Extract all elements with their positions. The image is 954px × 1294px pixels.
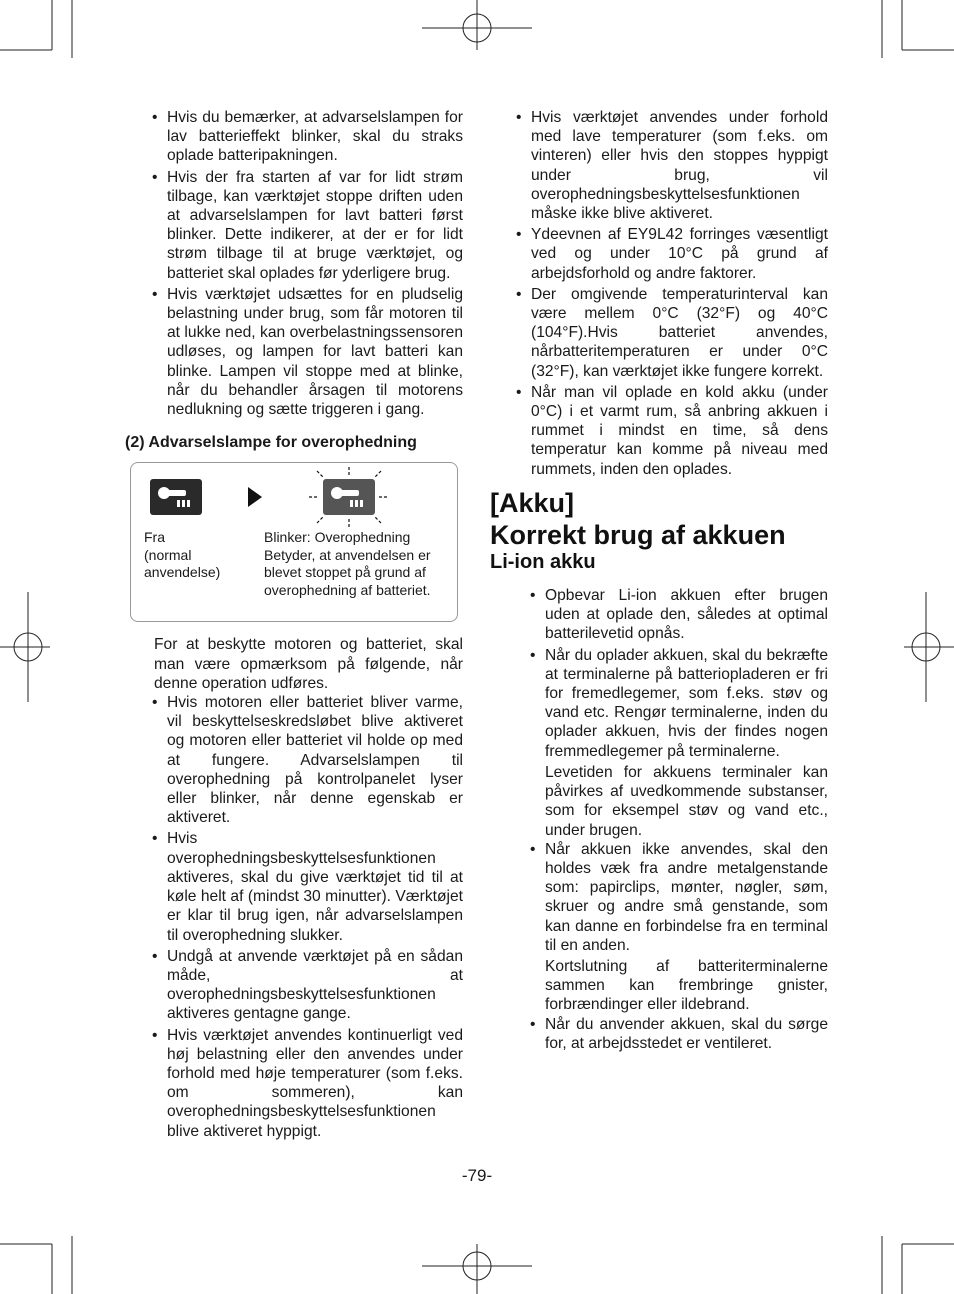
- list-item: • Hvis du bemærker, at advarselslampen for lav batterieffekt blinker, skal du straks oplade batteripakningen.: [152, 109, 463, 165]
- list-item: • Når man vil oplade en kold akku (under 0°C) i et varmt rum, så anbring akkuen i rummet i mindst en time, så dens temperatur kan komme på niveau med rummets, inden den oplades.: [516, 383, 828, 478]
- list-item: • Undgå at anvende værktøjet på en sådan måde, at overophedningsbeskyttelsesfunktionen aktiveres gentagne gange.: [152, 947, 463, 1023]
- akku-list: [528, 586, 828, 1053]
- thermometer-battery-blinking-icon: [309, 467, 389, 527]
- section-subtitle: Li-ion akku: [490, 550, 596, 573]
- list-item: • Hvis værktøjet anvendes kontinuerligt ved høj belastning eller den anvendes under forhold med høje temperaturer (som f.eks. om sommeren), kan overophedningsbeskyttelsesfunktionen blive aktiveret hyppigt.: [152, 1026, 463, 1140]
- list-item-continuation: Levetiden for akkuens terminaler kan påvirkes af uvedkommende substanser, som for eksempel støv og vand etc., under brugen.: [545, 763, 828, 839]
- arrow-right-icon: [248, 487, 262, 507]
- list-item: • Der omgivende temperaturinterval kan være mellem 0°C (32°F) og 40°C (104°F).Hvis batteriet anvendes, nårbatteritemperaturen er under 0°C (32°F), kan værktøjet ikke fungere korrekt.: [516, 285, 828, 380]
- list-item: • Hvis overophedningsbeskyttelsesfunktionen aktiveres, skal du give værktøjet tid til at køle helt af (mindst 30 minutter). Værktøjet er klar til brug igen, når advarselslampen til overophedning slukker.: [152, 830, 463, 944]
- section-heading: (2) Advarselslampe for overophedning: [125, 434, 417, 452]
- left-column: [125, 108, 463, 1141]
- section-title-line1: [Akku]: [490, 487, 575, 518]
- list-item: • Hvis værktøjet anvendes under forhold med lave temperaturer (som f.eks. om vinteren) eller hvis den stoppes hyppigt under brug, vil overophedningsbeskyttelsesfunktionen måske ikke blive aktiveret.: [516, 109, 828, 223]
- list-item-continuation: Kortslutning af batteriterminalerne sammen kan frembringe gnister, forbrændinger eller ildebrand.: [545, 957, 828, 1014]
- list-item: • Hvis værktøjet udsættes for en pludselig belastning under brug, som får motoren til at lukke ned, kan overbelastningssensoren udløses, og lampen for lavt batteri kan blinke. Lampen vil stoppe med at blinke, når du behandler årsagen til motorens nedlukning og sætte triggeren i gang.: [152, 285, 463, 419]
- list-item: • Hvis der fra starten af var for lidt strøm tilbage, kan værktøjet stoppe driften uden at advarselslampen for lavt batteri først blinker. Dette indikerer, at der er for lidt strøm tilbage til at bruge værktøjet, og batteriet skal oplades før yderligere brug.: [152, 168, 463, 282]
- overheat-indicator-box: [130, 462, 458, 622]
- list-item: • Når akkuen ikke anvendes, skal den holdes væk fra andre metalgenstande som: papirclips, mønter, nøgler, søm, skruer og andre små genstande, som kan danne en forbindelse fra en terminal til en anden.: [530, 840, 828, 954]
- thermometer-battery-icon: [150, 479, 202, 515]
- list-item: • Når du oplader akkuen, skal du bekræfte at terminalerne på batteriopladeren er fri for fremedlegemer, som f.eks. støv og vand etc. Rengør terminalerne, inden du oplader akkuen, hvis der findes nogen fremmedlegemer på terminalerne.: [530, 646, 828, 760]
- caption-blink: Blinker: Overophedning Betyder, at anvendelsen er blevet stoppet på grund af overophedning af batteriet.: [264, 529, 431, 598]
- caption-off: Fra (normal anvendelse): [144, 529, 221, 581]
- section-title: [490, 487, 828, 551]
- section-title-line2: Korrekt brug af akkuen: [490, 519, 786, 550]
- intro-paragraph: For at beskytte motoren og batteriet, skal man være opmærksom på følgende, når denne operation udføres.: [154, 636, 463, 692]
- list-item: • Ydeevnen af EY9L42 forringes væsentligt ved og under 10°C på grund af arbejdsforhold og andre faktorer.: [516, 226, 828, 282]
- list-item: • Når du anvender akkuen, skal du sørge for, at arbejdsstedet er ventileret.: [530, 1015, 828, 1052]
- page-number: -79-: [461, 1166, 493, 1185]
- list-item: • Opbevar Li-ion akkuen efter brugen uden at oplade den, således at optimal batterilevetid opnås.: [530, 587, 828, 643]
- right-column: [490, 108, 828, 1053]
- list-item: • Hvis motoren eller batteriet bliver varme, vil beskyttelseskredsløbet blive aktiveret og motoren eller batteriet vil holde op med at fungere. Advarselslampen til overophedning på kontrolpanelet lyser eller blinker, når denne egenskab er aktiveret.: [152, 694, 463, 827]
